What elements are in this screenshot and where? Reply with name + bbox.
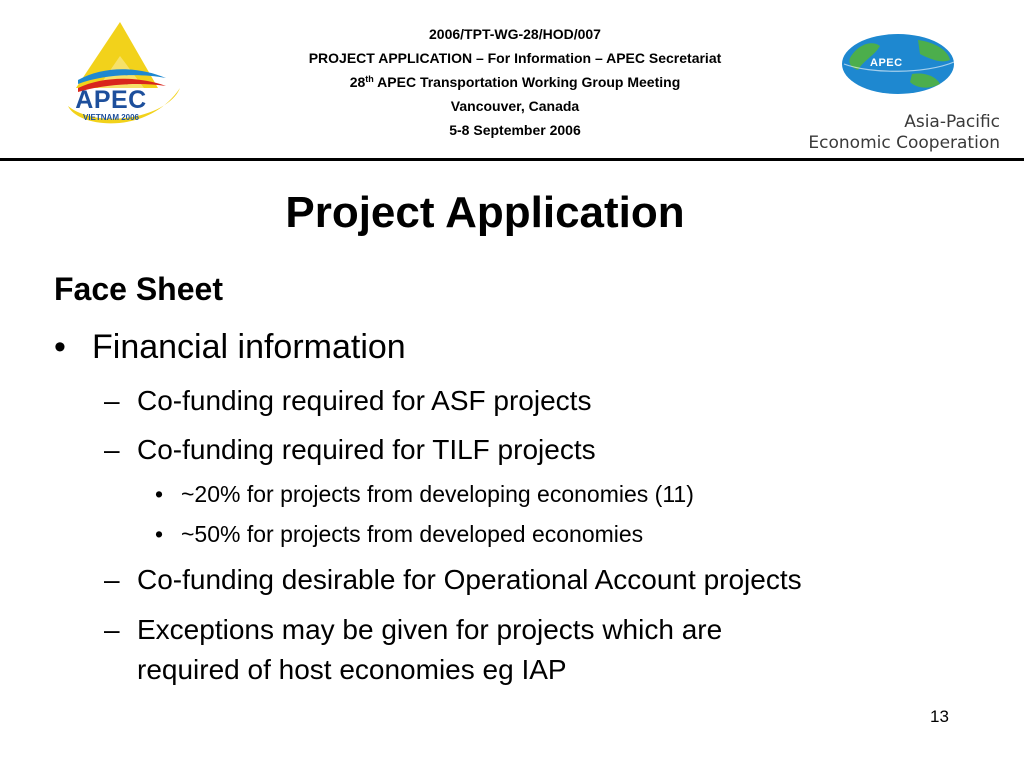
apec-globe-label: APEC (870, 57, 903, 69)
header-dates: 5-8 September 2006 (449, 122, 581, 138)
sub-sub-bullet-text: ~20% for projects from developing economies (11) (181, 481, 694, 507)
bullet-financial-information (54, 328, 406, 367)
sub-bullet-exceptions-continuation: required of host economies eg IAP (137, 654, 567, 685)
meeting-ordinal: 28 (349, 74, 366, 90)
sub-sub-bullet-developing (155, 481, 694, 508)
bullet-text: Financial information (92, 328, 406, 366)
dash-mark: – (104, 434, 120, 465)
globe-icon (800, 30, 1000, 110)
header-divider (0, 158, 1024, 161)
sub-bullet-tilf (104, 434, 596, 466)
sub-bullet-exceptions (104, 614, 722, 646)
slide-title: Project Application (285, 188, 685, 237)
section-heading: Face Sheet (54, 271, 223, 307)
header-doc-id: 2006/TPT-WG-28/HOD/007 (429, 26, 601, 42)
header-block (230, 22, 800, 142)
apec-vietnam-logo-name: APEC (75, 86, 147, 114)
bullet-mark: • (54, 328, 66, 366)
organization-name-line1: Asia-Pacific (904, 112, 1000, 132)
meeting-suffix: th (365, 74, 374, 84)
dash-mark: – (104, 614, 120, 645)
sub-bullet-asf (104, 385, 591, 417)
dash-mark: – (104, 564, 120, 595)
page-number: 13 (930, 707, 949, 726)
sub-bullet-text: Co-funding required for ASF projects (137, 385, 592, 416)
header-location: Vancouver, Canada (450, 98, 580, 114)
sub-bullet-text: Co-funding desirable for Operational Account projects (137, 564, 802, 595)
apec-vietnam-logo-year: VIETNAM 2006 (82, 113, 140, 122)
header-meeting-line (230, 70, 800, 94)
sub-bullet-text: Co-funding required for TILF projects (137, 434, 596, 465)
bullet-mark: • (155, 481, 164, 507)
sub-sub-bullet-text: ~50% for projects from developed economies (181, 521, 644, 547)
organization-name-line2: Economic Cooperation (808, 133, 1000, 153)
sub-sub-bullet-developed (155, 521, 643, 548)
bullet-mark: • (155, 521, 164, 547)
apec-globe-logo (800, 30, 1000, 156)
organization-name (800, 112, 1000, 154)
sub-bullet-text: Exceptions may be given for projects which are (137, 614, 723, 645)
meeting-rest: APEC Transportation Working Group Meeting (373, 74, 681, 90)
apec-vietnam-logo (58, 18, 188, 140)
header-project-line: PROJECT APPLICATION – For Information – APEC Secretariat (308, 50, 722, 66)
sub-bullet-operational-account (104, 564, 802, 596)
dash-mark: – (104, 385, 120, 416)
